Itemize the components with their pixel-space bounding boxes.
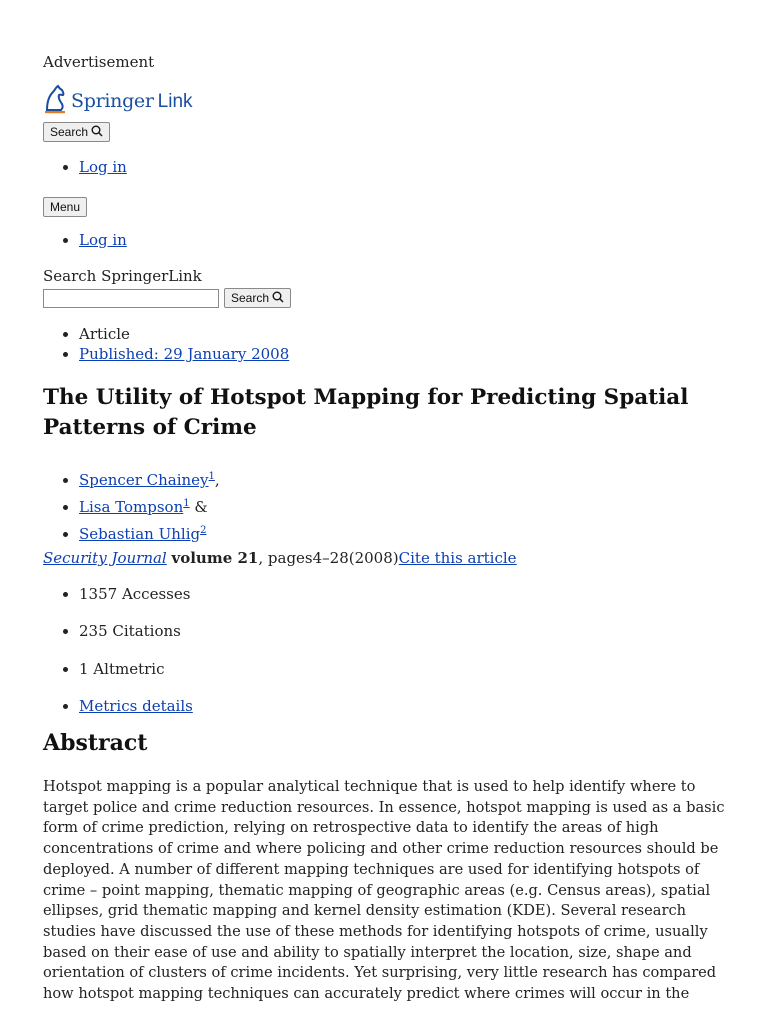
login-link-2[interactable]: Log in — [79, 231, 127, 249]
authors-list — [43, 465, 220, 546]
login-link[interactable]: Log in — [79, 158, 127, 176]
search-form — [43, 288, 291, 308]
author-separator: & — [189, 498, 208, 516]
author-link[interactable]: Spencer Chainey — [79, 471, 209, 489]
author-item — [79, 519, 220, 546]
logo-word-link: Link — [157, 91, 193, 113]
search-submit-label: Search — [231, 291, 270, 305]
published-item — [79, 344, 289, 364]
article-meta-list — [43, 324, 289, 365]
search-icon — [272, 291, 284, 306]
header-search-button[interactable] — [43, 122, 110, 142]
search-label: Search SpringerLink — [43, 267, 202, 285]
abstract-text: Hotspot mapping is a popular analytical technique that is used to help identify where to target police and crime reduction resources. In essence, hotspot mapping is used as a basic form of crime prediction, relying on retrospective data to identify the areas of high concentrations of crime and where policing and other crime reduction resources should be deployed. A number of different mapping techniques are used for identifying hotspots of crime – point mapping, thematic mapping of geographic areas (e.g. Census areas), spatial ellipses, grid thematic mapping and kernel density estimation (KDE). Several research studies have discussed the use of these methods for identifying hotspots of crime, usually based on their ease of use and ability to spatially interpret the location, size, shape and orientation of clusters of crime incidents. Yet surprising, very little research has compared how hotspot mapping techniques can accurately predict where crimes will occur in the — [43, 778, 725, 1003]
abstract-heading: Abstract — [43, 730, 148, 756]
volume: volume 21 — [171, 549, 259, 567]
login-item — [79, 157, 127, 177]
menu-button[interactable]: Menu — [43, 197, 87, 217]
springerlink-logo[interactable] — [43, 86, 193, 118]
author-affiliation-sup[interactable]: 2 — [200, 525, 207, 536]
logo-word-springer: Springer — [71, 90, 154, 113]
author-item — [79, 465, 220, 492]
author-link[interactable]: Lisa Tompson — [79, 498, 184, 516]
menu-login-list — [43, 230, 127, 250]
author-separator: , — [214, 471, 220, 489]
pages: , pages4–28(2008) — [258, 549, 399, 567]
article-type: • Article — [79, 324, 289, 344]
header-search-label: Search — [50, 125, 89, 139]
author-affiliation-sup[interactable]: 1 — [183, 498, 190, 509]
published-date-link[interactable]: Published: 29 January 2008 — [79, 345, 290, 364]
author-link[interactable]: Sebastian Uhlig — [79, 525, 201, 543]
search-icon — [91, 125, 103, 140]
springer-horse-icon — [43, 84, 67, 119]
search-submit-button[interactable] — [224, 288, 291, 308]
metric-details-item — [79, 696, 193, 716]
metric-altmetric: • 1 Altmetric — [79, 659, 193, 679]
advertisement-label: Advertisement — [43, 53, 155, 71]
login-item-2 — [79, 230, 127, 250]
search-input[interactable] — [43, 289, 219, 308]
metric-accesses: • 1357 Accesses — [79, 584, 193, 604]
cite-article-link[interactable]: Cite this article — [398, 549, 517, 567]
author-affiliation-sup[interactable]: 1 — [208, 471, 215, 482]
journal-link[interactable]: Security Journal — [43, 549, 167, 567]
metric-citations: • 235 Citations — [79, 621, 193, 641]
metrics-list — [43, 584, 193, 733]
article-title: The Utility of Hotspot Mapping for Predicting Spatial Patterns of Crime — [43, 385, 689, 440]
citation-line — [43, 548, 517, 568]
header-login-list — [43, 157, 127, 177]
author-item — [79, 492, 220, 519]
metrics-details-link[interactable]: Metrics details — [79, 696, 193, 715]
